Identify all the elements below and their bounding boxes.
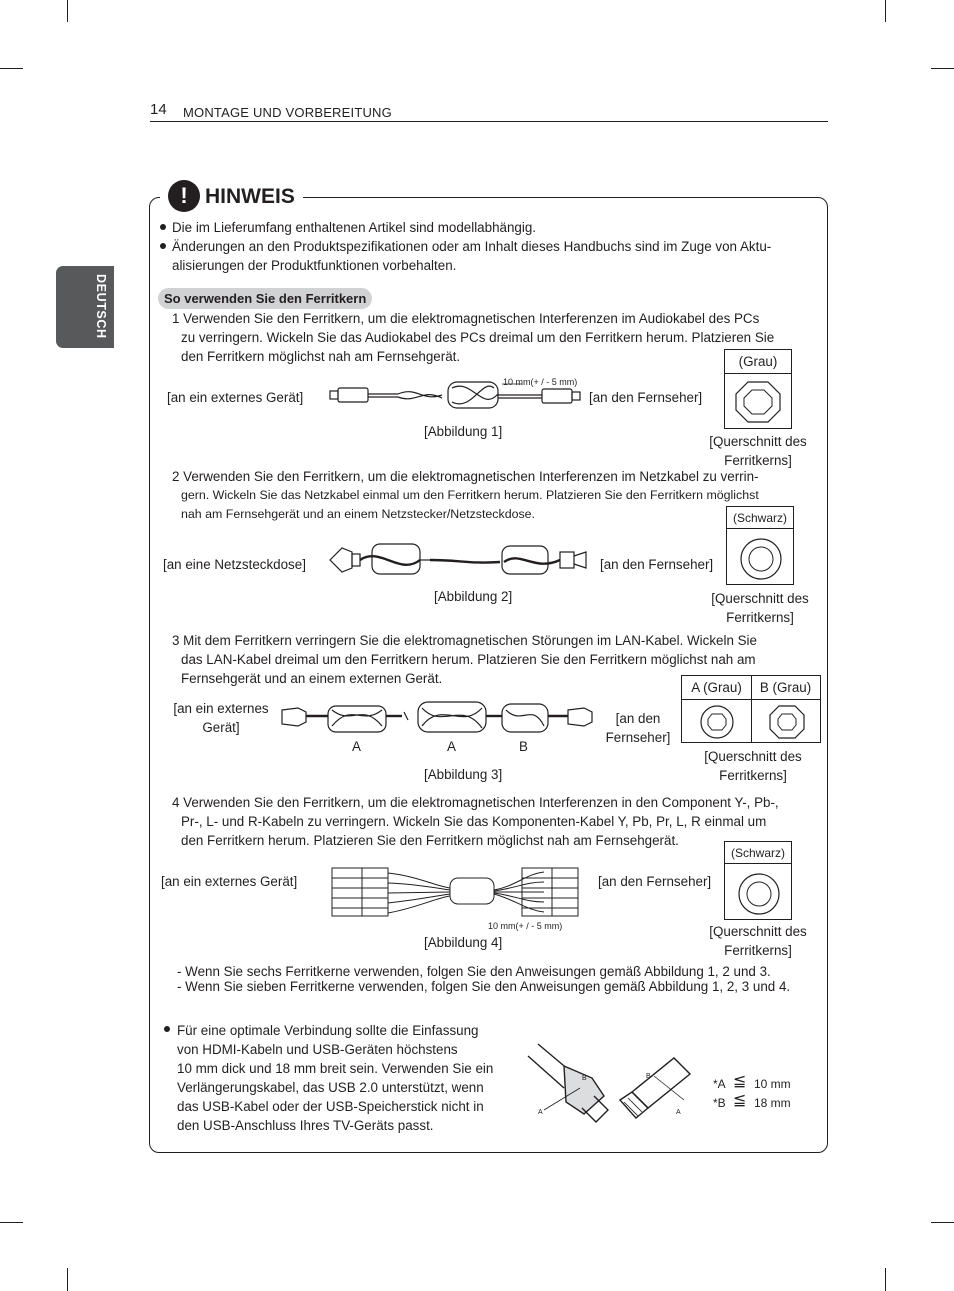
step1-dimension: 10 mm(+ / - 5 mm) [503,377,578,387]
ferrite-note-2: - Wenn Sie sieben Ferritkerne verwenden, folgen Sie den Anweisungen gemäß Abbildung 1, 2, 3 und 4. [177,979,791,994]
step2-cross-section-box [726,506,794,585]
ferrite-note-1: - Wenn Sie sechs Ferritkerne verwenden, folgen Sie den Anweisungen gemäß Abbildung 1, 2 und 3. [177,964,771,979]
step1-line3: den Ferritkern möglichst nah am Fernsehgerät. [181,349,461,364]
hdmi-label-b: B [582,1075,587,1082]
step3-color-a: A (Grau) [691,680,742,695]
step4-dimension: 10 mm(+ / - 5 mm) [488,921,563,931]
note-bullet-2-cont: alisierungen der Produktfunktionen vorbehalten. [172,258,457,273]
page-number: 14 [150,101,167,118]
step3-line2: das LAN-Kabel dreimal um den Ferritkern herum. Platzieren Sie den Ferritkern möglichst nah am [181,652,756,667]
step1-cross-section-label-1: [Querschnitt des [709,434,807,449]
hdmi-line-1: Für eine optimale Verbindung sollte die Einfassung [177,1023,479,1038]
step2-color: (Schwarz) [727,507,793,529]
step3-cross-section-box [681,675,821,743]
step2-line1: 2 Verwenden Sie den Ferritkern, um die elektromagnetischen Interferenzen im Netzkabel zu verrin- [172,469,759,484]
note-heading: HINWEIS [205,184,295,208]
gray-core-b-icon [768,704,806,740]
step3-cross-section-label-2: Ferritkerns] [719,768,787,783]
section-title: MONTAGE UND VORBEREITUNG [183,105,392,120]
spec-b-value: 18 mm [754,1096,791,1110]
language-tab-label: DEUTSCH [94,274,108,339]
note-bullet-2: Änderungen an den Produktspezifikationen oder am Inhalt dieses Handbuchs sind im Zuge von Aktu- [172,239,772,254]
note-bullet-1: Die im Lieferumfang enthaltenen Artikel sind modellabhängig. [172,220,536,235]
table-divider [751,676,752,742]
spec-b-key: *B [713,1096,726,1110]
step1-caption: [Abbildung 1] [424,424,503,439]
step3-cross-section-label-1: [Querschnitt des [704,749,802,764]
step3-color-b: B (Grau) [759,680,812,695]
step4-line2: Pr-, L- und R-Kabeln zu verringern. Wickeln Sie das Komponenten-Kabel Y, Pb, Pr, L, R einmal um [181,814,767,829]
step4-caption: [Abbildung 4] [424,935,503,950]
step3-marker-a2: A [447,739,456,754]
step2-right-label: [an den Fernseher] [600,557,714,572]
step1-cross-section-box [724,349,792,429]
spec-a-key: *A [713,1077,726,1091]
step4-left-label: [an ein externes Gerät] [161,874,298,889]
usb-label-b: B [646,1073,651,1080]
step3-right-label-2: Fernseher] [605,730,671,745]
usb-label-a: A [676,1109,681,1116]
spec-a-value: 10 mm [754,1077,791,1091]
note-title [160,176,303,216]
bullet-icon [164,1026,170,1032]
language-tab [56,266,114,348]
hdmi-line-5: das USB-Kabel oder der USB-Speicherstick nicht in [177,1099,484,1114]
step3-marker-b: B [519,739,528,754]
ferrite-heading: So verwenden Sie den Ferritkern [158,288,372,309]
step4-line1: 4 Verwenden Sie den Ferritkern, um die elektromagnetischen Interferenzen in den Component Y-, Pb-, [172,795,779,810]
step2-cross-section-label-2: Ferritkerns] [726,610,794,625]
header-rule [150,121,828,122]
less-equal-icon: ≦ [733,1073,747,1090]
step3-line1: 3 Mit dem Ferritkern verringern Sie die elektromagnetischen Störungen im LAN-Kabel. Wickeln Sie [172,633,757,648]
step2-left-label: [an eine Netzsteckdose] [163,557,306,572]
step3-line3: Fernsehgerät und an einem externen Gerät. [181,671,443,686]
hdmi-line-3: 10 mm dick und 18 mm breit sein. Verwenden Sie ein [177,1061,494,1076]
hdmi-usb-illustration [524,1036,694,1126]
step4-cross-section-label-1: [Querschnitt des [709,924,807,939]
black-core-icon [737,872,781,916]
step1-cross-section-label-2: Ferritkerns] [724,453,792,468]
step2-cross-section-label-1: [Querschnitt des [711,591,809,606]
hdmi-line-6: den USB-Anschluss Ihres TV-Geräts passt. [177,1118,434,1133]
step4-right-label: [an den Fernseher] [598,874,712,889]
hdmi-line-2: von HDMI-Kabeln und USB-Geräten höchstens [177,1042,458,1057]
step1-line2: zu verringern. Wickeln Sie das Audiokabel des PCs dreimal um den Ferritkern herum. Platzieren Sie [181,330,775,345]
black-core-icon [739,537,783,581]
hdmi-label-a: A [538,1109,543,1116]
step3-left-label-1: [an ein externes [173,701,269,716]
bullet-icon [160,243,166,249]
step1-line1: 1 Verwenden Sie den Ferritkern, um die elektromagnetischen Interferenzen im Audiokabel des PCs [172,311,760,326]
step3-marker-a1: A [352,739,361,754]
bullet-icon [160,224,166,230]
audio-cable-diagram [322,374,584,416]
step1-left-label: [an ein externes Gerät] [167,390,304,405]
lan-cable-diagram [272,696,602,736]
power-cable-diagram [320,536,592,582]
step3-caption: [Abbildung 3] [424,767,503,782]
step4-line3: den Ferritkern herum. Platzieren Sie den Ferritkern möglichst nah am Fernsehgerät. [181,833,679,848]
step1-right-label: [an den Fernseher] [589,390,703,405]
step3-right-label-1: [an den [615,711,661,726]
gray-core-a-icon [698,704,736,740]
less-equal-icon: ≦ [733,1092,747,1109]
step3-left-label-2: Gerät] [202,720,240,735]
component-cable-diagram [326,864,584,920]
gray-core-icon [734,380,782,424]
step2-caption: [Abbildung 2] [434,589,513,604]
step4-cross-section-box [724,841,792,920]
step2-line3: nah am Fernsehgerät und an einem Netzstecker/Netzsteckdose. [181,507,536,521]
step4-cross-section-label-2: Ferritkerns] [724,943,792,958]
step2-line2: gern. Wickeln Sie das Netzkabel einmal um den Ferritkern herum. Platzieren Sie den Ferritkern möglichst [181,488,759,502]
hdmi-line-4: Verlängerungskabel, das USB 2.0 unterstützt, wenn [177,1080,484,1095]
step4-color: (Schwarz) [725,842,791,864]
exclamation-icon: ! [168,180,200,212]
step1-color: (Grau) [725,350,791,374]
